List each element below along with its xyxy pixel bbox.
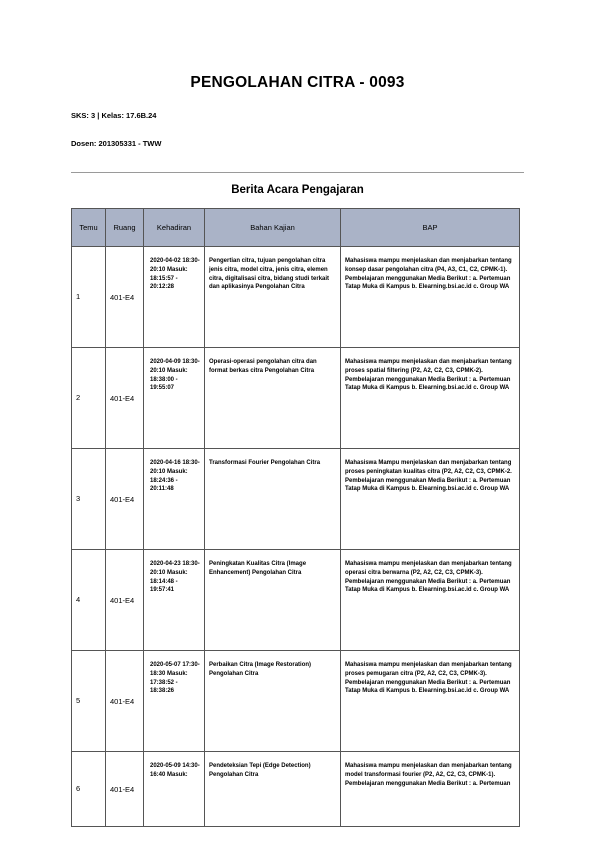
cell-kehadiran: 2020-04-02 18:30-20:10 Masuk: 18:15:57 - 20:12:28 bbox=[144, 247, 205, 348]
cell-bap: Mahasiswa mampu menjelaskan dan menjabarkan tentang konsep dasar pengolahan citra (P4, A3, C1, C2, CPMK-1). Pembelajaran menggunakan Media Berikut : a. Pertemuan Tatap Muka di Kampus b. Elearning.bsi.ac.id c. Group WA bbox=[341, 247, 520, 348]
table-row bbox=[72, 550, 520, 651]
cell-bap: Mahasiswa mampu menjelaskan dan menjabarkan tentang proses pemugaran citra (P2, A2, C2, C3, CPMK-3). Pembelajaran menggunakan Media Berikut : a. Pertemuan Tatap Muka di Kampus b. Elearning.bsi.ac.id c. Group WA bbox=[341, 651, 520, 752]
cell-kehadiran: 2020-05-07 17:30-18:30 Masuk: 17:38:52 - 18:38:26 bbox=[144, 651, 205, 752]
cell-temu: 3 bbox=[72, 449, 106, 550]
cell-kehadiran: 2020-04-23 18:30-20:10 Masuk: 18:14:48 - 19:57:41 bbox=[144, 550, 205, 651]
table-header-row bbox=[72, 209, 520, 247]
cell-bahan-kajian: Pengertian citra, tujuan pengolahan citra jenis citra, model citra, jenis citra, elemen citra, digitalisasi citra, bidang studi terkait dan aplikasinya Pengolahan Citra bbox=[205, 247, 341, 348]
cell-bap: Mahasiswa Mampu menjelaskan dan menjabarkan tentang proses peningkatan kualitas citra (P2, A2, C2, C3, CPMK-2. Pembelajaran menggunakan Media Berikut : a. Pertemuan Tatap Muka di Kampus b. Elearning.bsi.ac.id c. Group WA bbox=[341, 449, 520, 550]
cell-bap: Mahasiswa mampu menjelaskan dan menjabarkan tentang model transformasi fourier (P2, A2, C2, C3, CPMK-1). Pembelajaran menggunakan Media Berikut : a. Pertemuan bbox=[341, 752, 520, 827]
cell-bahan-kajian: Transformasi Fourier Pengolahan Citra bbox=[205, 449, 341, 550]
header-bahan-kajian: Bahan Kajian bbox=[205, 209, 341, 247]
table-row bbox=[72, 449, 520, 550]
table-row bbox=[72, 348, 520, 449]
lecturer-meta: Dosen: 201305331 - TWW bbox=[71, 139, 162, 148]
cell-temu: 4 bbox=[72, 550, 106, 651]
cell-bahan-kajian: Peningkatan Kualitas Citra (Image Enhancement) Pengolahan Citra bbox=[205, 550, 341, 651]
divider bbox=[71, 172, 524, 173]
cell-temu: 1 bbox=[72, 247, 106, 348]
cell-kehadiran: 2020-05-09 14:30-16:40 Masuk: bbox=[144, 752, 205, 827]
section-title: Berita Acara Pengajaran bbox=[231, 184, 364, 196]
table-row bbox=[72, 247, 520, 348]
header-kehadiran: Kehadiran bbox=[144, 209, 205, 247]
cell-temu: 5 bbox=[72, 651, 106, 752]
cell-bahan-kajian: Pendeteksian Tepi (Edge Detection) Pengolahan Citra bbox=[205, 752, 341, 827]
cell-ruang: 401-E4 bbox=[106, 449, 144, 550]
cell-ruang: 401-E4 bbox=[106, 651, 144, 752]
course-meta: SKS: 3 | Kelas: 17.6B.24 bbox=[71, 111, 157, 120]
cell-ruang: 401-E4 bbox=[106, 752, 144, 827]
cell-temu: 2 bbox=[72, 348, 106, 449]
bap-table bbox=[71, 208, 520, 827]
cell-bahan-kajian: Perbaikan Citra (Image Restoration) Pengolahan Citra bbox=[205, 651, 341, 752]
table-row bbox=[72, 651, 520, 752]
document-title: PENGOLAHAN CITRA - 0093 bbox=[190, 74, 405, 91]
cell-ruang: 401-E4 bbox=[106, 348, 144, 449]
header-temu: Temu bbox=[72, 209, 106, 247]
cell-ruang: 401-E4 bbox=[106, 247, 144, 348]
cell-kehadiran: 2020-04-09 18:30-20:10 Masuk: 18:38:00 - 19:55:07 bbox=[144, 348, 205, 449]
header-bap: BAP bbox=[341, 209, 520, 247]
cell-ruang: 401-E4 bbox=[106, 550, 144, 651]
header-ruang: Ruang bbox=[106, 209, 144, 247]
cell-bahan-kajian: Operasi-operasi pengolahan citra dan format berkas citra Pengolahan Citra bbox=[205, 348, 341, 449]
cell-temu: 6 bbox=[72, 752, 106, 827]
table-row bbox=[72, 752, 520, 827]
cell-bap: Mahasiswa mampu menjelaskan dan menjabarkan tentang operasi citra berwarna (P2, A2, C2, C3, CPMK-3). Pembelajaran menggunakan Media Berikut : a. Pertemuan Tatap Muka di Kampus b. Elearning.bsi.ac.id c. Group WA bbox=[341, 550, 520, 651]
cell-bap: Mahasiswa mampu menjelaskan dan menjabarkan tentang proses spatial filtering (P2, A2, C2, C3, CPMK-2). Pembelajaran menggunakan Media Berikut : a. Pertemuan Tatap Muka di Kampus b. Elearning.bsi.ac.id c. Group WA bbox=[341, 348, 520, 449]
cell-kehadiran: 2020-04-16 18:30-20:10 Masuk: 18:24:36 - 20:11:48 bbox=[144, 449, 205, 550]
